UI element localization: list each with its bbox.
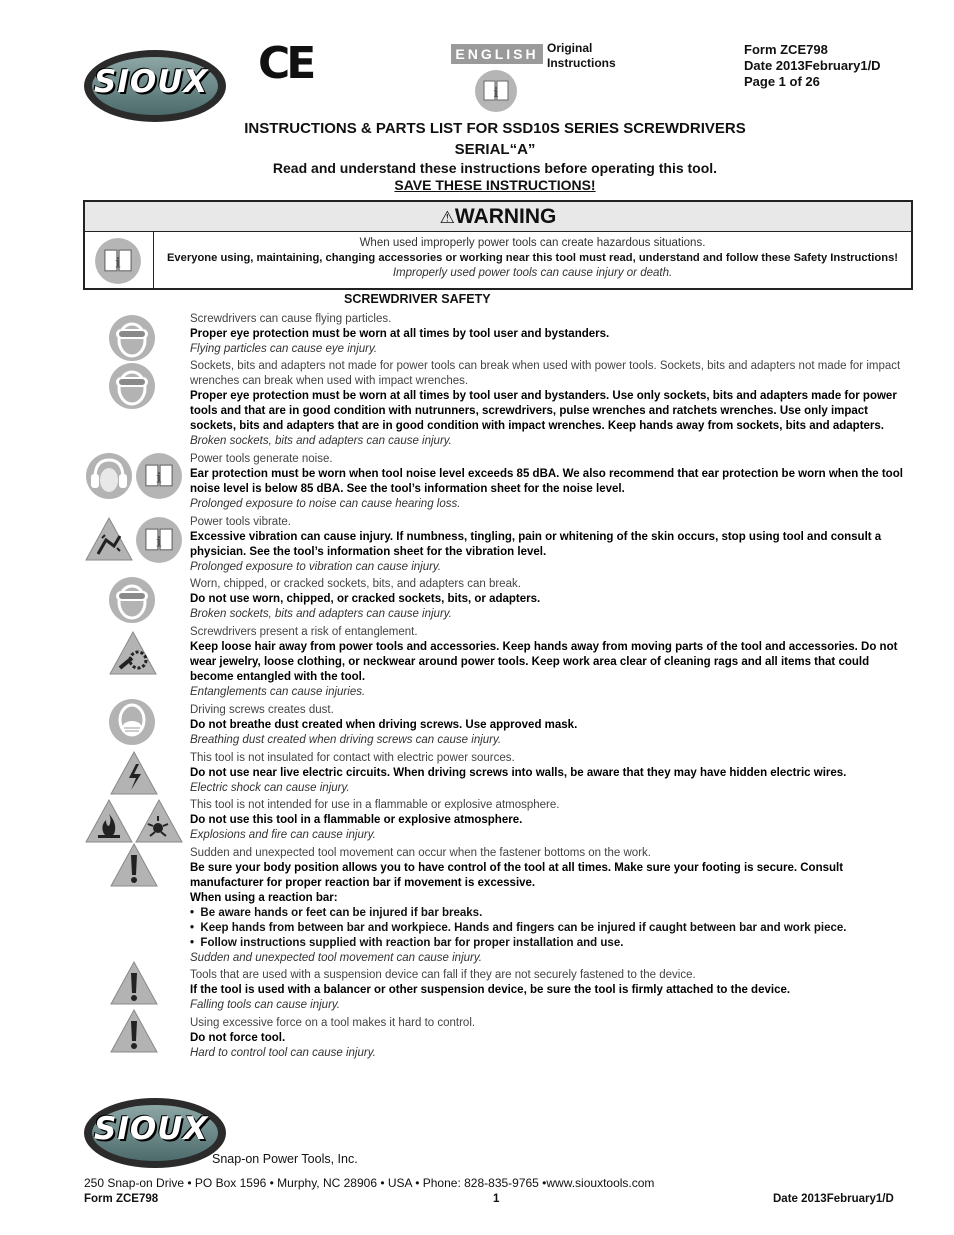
goggles-mask-icon [108, 362, 156, 410]
electric-shock-icon [109, 750, 159, 796]
document-meta [744, 42, 881, 90]
doc-date: Date 2013February1/D [744, 58, 881, 73]
section-title: SCREWDRIVER SAFETY [344, 292, 491, 306]
exclamation-warning-icon [109, 842, 159, 888]
safety-item-electric: This tool is not insulated for contact with electric power sources. Do not use near live electric circuits. When driving screws into walls, be aware that they may have hidden electric wires. Electric shock can cause injury. [190, 752, 847, 794]
bullet-item: • Keep hands from between bar and workpiece. Hands and fingers can be injured if caught between bar and work piece. [190, 922, 847, 934]
warning-line-3: Improperly used power tools can cause injury or death. [392, 267, 673, 279]
warning-header: ⚠WARNING [85, 202, 911, 232]
footer-tagline: Snap-on Power Tools, Inc. [212, 1152, 358, 1166]
save-instructions: SAVE THESE INSTRUCTIONS! [394, 177, 596, 193]
sioux-logo-text: SIOUX [94, 64, 209, 100]
read-manual-icon [94, 237, 142, 285]
safety-item-force: Using excessive force on a tool makes it hard to control. Do not force tool. Hard to control tool can cause injury. [190, 1017, 476, 1059]
safety-item-sockets: Sockets, bits and adapters not made for power tools can break when used with power tools. Sockets, bits and adapters not made for impact wrenches can break when used with impact wrenches. Proper eye protection must be worn at all times by tool user and bystanders. Use only sockets, bits and adapters made for power tools and that are in good condition with nutrunners, screwdrivers, pulse wrenches and ratchets wrenches. Use only impact sockets, bits and adapters that are in good condition with impact wrenches. Keep hands away from sockets, bits and adapters. Broken sockets, bits and adapters can cause injury. [190, 360, 901, 447]
safety-item-suspension: Tools that are used with a suspension device can fall if they are not securely fastened to the device. If the tool is used with a balancer or other suspension device, be sure the tool is firmly attached to the device. Falling tools can cause injury. [190, 969, 791, 1011]
warning-line-1: When used improperly power tools can create hazardous situations. [359, 237, 706, 249]
sioux-logo [84, 50, 226, 122]
exclamation-warning-icon [109, 960, 159, 1006]
goggles-mask-icon [108, 314, 156, 362]
warning-line-2: Everyone using, maintaining, changing accessories or working near this tool must read, understand and follow these Safety Instructions! [166, 252, 899, 264]
read-manual-icon [135, 452, 183, 500]
warning-box [83, 200, 913, 290]
svg-text:i: i [156, 470, 162, 487]
svg-text:i: i [493, 86, 499, 101]
doc-title: INSTRUCTIONS & PARTS LIST FOR SSD10S SERIES SCREWDRIVERS [244, 120, 746, 137]
safety-item-tool-movement: Sudden and unexpected tool movement can occur when the fastener bottoms on the work. Be sure your body position allows you to have control of the tool at all times. Make sure your footing is secure. Consult manufacturer for proper reaction bar if movement is excessive. When using a reaction bar: • Be aware hands or feet can be injured if bar breaks. • Keep hands from between bar and workpiece. Hands and fingers can be injured if caught between bar and work piece. • Follow instructions supplied with reaction bar for proper installation and use. Sudden and unexpected tool movement can cause injury. [190, 846, 910, 966]
read-instructions-note: Read and understand these instructions before operating this tool. [272, 160, 718, 176]
safety-item-dust: Driving screws creates dust. Do not breathe dust created when driving screws. Use approved mask. Breathing dust created when driving screws can cause injury. [190, 704, 578, 746]
language-label: ENGLISH [451, 44, 543, 64]
read-manual-icon [135, 516, 183, 564]
ce-mark: CE [258, 38, 313, 89]
svg-text:i: i [115, 255, 121, 272]
footer-address: 250 Snap-on Drive • PO Box 1596 • Murphy, NC 28906 • USA • Phone: 828-835-9765 •www.siouxtools.com [84, 1176, 655, 1190]
footer-form: Form ZCE798 [84, 1193, 159, 1205]
footer-sioux-logo [84, 1098, 226, 1168]
safety-item-eye: Screwdrivers can cause flying particles. Proper eye protection must be worn at all times by tool user and bystanders. Flying particles can cause eye injury. [190, 313, 610, 355]
serial-label: SERIAL“A” [454, 141, 536, 158]
safety-item-entanglement: Screwdrivers present a risk of entanglement. Keep loose hair away from power tools and accessories. Keep hands away from moving parts of the tool and accessories. Do not wear jewelry, loose clothing, or neckwear around power tools. Keep work area clear of cleaning rags and all items that could become entangled with the tool. Entanglements can cause injuries. [190, 626, 898, 698]
read-manual-icon [474, 69, 518, 113]
dust-mask-icon [108, 698, 156, 746]
warning-triangle-icon: ⚠ [439, 208, 455, 227]
safety-item-worn-sockets: Worn, chipped, or cracked sockets, bits, and adapters can break. Do not use worn, chipped, or cracked sockets, bits, or adapters. Broken sockets, bits and adapters can cause injury. [190, 578, 541, 620]
footer-date: Date 2013February1/D [773, 1193, 894, 1205]
page-indicator: Page 1 of 26 [744, 74, 820, 89]
fire-hazard-icon [84, 798, 134, 844]
goggles-mask-icon [108, 576, 156, 624]
vibration-hazard-icon [84, 516, 134, 562]
ear-protection-icon [85, 452, 133, 500]
svg-text:i: i [156, 534, 162, 551]
form-number: Form ZCE798 [744, 42, 828, 57]
bullet-item: • Follow instructions supplied with reaction bar for proper installation and use. [190, 937, 624, 949]
entanglement-hazard-icon [108, 630, 158, 676]
safety-item-vibration: Power tools vibrate. Excessive vibration can cause injury. If numbness, tingling, pain or whitening of the skin occurs, stop using tool and consult a physician. See the tool’s information sheet for the vibration level. Prolonged exposure to vibration can cause injury. [190, 516, 882, 573]
safety-item-flammable: This tool is not intended for use in a flammable or explosive atmosphere. Do not use this tool in a flammable or explosive atmosphere. Explosions and fire can cause injury. [190, 799, 560, 841]
safety-item-noise: Power tools generate noise. Ear protection must be worn when tool noise level exceeds 85 dBA. We also recommend that ear protection be worn when the tool noise level is below 85 dBA. See the tool’s information sheet for the noise level. Prolonged exposure to noise can cause hearing loss. [190, 453, 903, 510]
original-instructions: Original Instructions [547, 41, 616, 70]
footer-page-number: 1 [493, 1193, 500, 1205]
exclamation-warning-icon [109, 1008, 159, 1054]
explosion-hazard-icon [134, 798, 184, 844]
footer-logo-text: SIOUX [94, 1111, 209, 1147]
bullet-item: • Be aware hands or feet can be injured if bar breaks. [190, 907, 483, 919]
